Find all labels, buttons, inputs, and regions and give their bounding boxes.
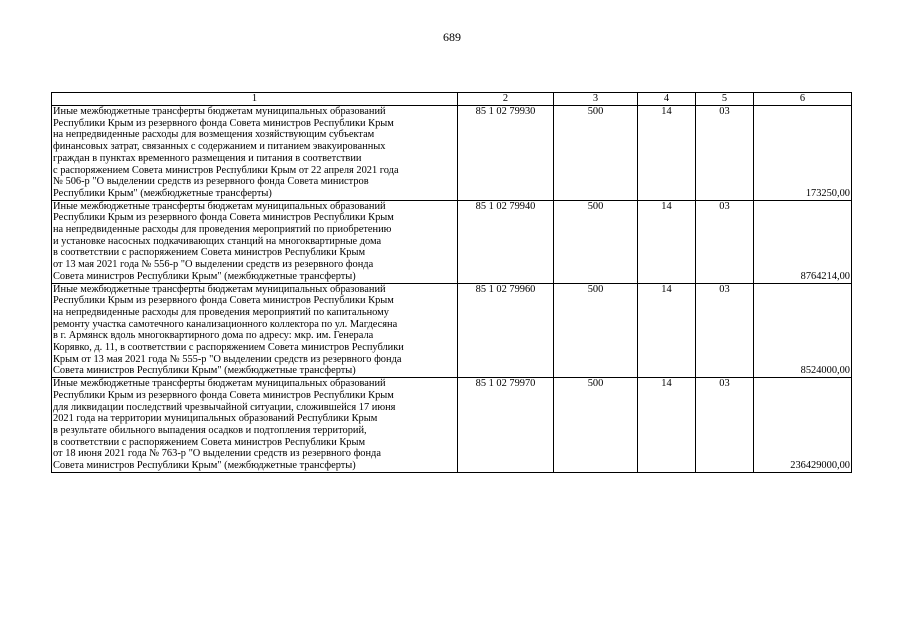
code-cell: 85 1 02 79940 bbox=[458, 200, 554, 283]
column-5-cell: 03 bbox=[696, 283, 754, 378]
description-line: финансовых затрат, связанных с содержанием и питанием эвакуированных bbox=[53, 141, 386, 153]
page-number: 689 bbox=[443, 30, 461, 44]
budget-table bbox=[51, 92, 852, 473]
column-4-cell: 14 bbox=[638, 106, 696, 201]
description-line: в соответствии с распоряжением Совета министров Республики Крым bbox=[53, 247, 366, 259]
header-col-4: 4 bbox=[638, 93, 696, 106]
code-cell: 85 1 02 79930 bbox=[458, 106, 554, 201]
description-line: Совета министров Республики Крым" (межбюджетные трансферты) bbox=[53, 460, 356, 472]
description-line: Республики Крым из резервного фонда Совета министров Республики Крым bbox=[53, 212, 394, 224]
column-5-cell: 03 bbox=[696, 106, 754, 201]
header-row bbox=[52, 93, 852, 106]
amount-cell: 236429000,00 bbox=[754, 378, 852, 473]
description-line: и установке насосных подкачивающих станций на многоквартирные дома bbox=[53, 235, 382, 247]
table-row bbox=[52, 106, 852, 201]
description-line: в результате обильного выпадения осадков и подтопления территорий, bbox=[53, 424, 367, 436]
description-line: Иные межбюджетные трансферты бюджетам муниципальных образований bbox=[53, 283, 386, 295]
description-line: Республики Крым из резервного фонда Совета министров Республики Крым bbox=[53, 295, 394, 307]
column-4-cell: 14 bbox=[638, 200, 696, 283]
description-cell bbox=[52, 106, 458, 201]
description-cell bbox=[52, 200, 458, 283]
table-row bbox=[52, 283, 852, 378]
column-3-cell: 500 bbox=[554, 378, 638, 473]
table-row bbox=[52, 200, 852, 283]
description-line: в соответствии с распоряжением Совета министров Республики Крым bbox=[53, 436, 366, 448]
amount-cell: 173250,00 bbox=[754, 106, 852, 201]
description-line: Республики Крым из резервного фонда Совета министров Республики Крым bbox=[53, 117, 394, 129]
description-line: граждан в пунктах временного размещения и питания в соответствии bbox=[53, 152, 362, 164]
amount-cell: 8764214,00 bbox=[754, 200, 852, 283]
header-col-3: 3 bbox=[554, 93, 638, 106]
header-col-2: 2 bbox=[458, 93, 554, 106]
description-line: для ликвидации последствий чрезвычайной ситуации, сложившейся 17 июня bbox=[53, 401, 396, 413]
description-line: Иные межбюджетные трансферты бюджетам муниципальных образований bbox=[53, 378, 386, 390]
description-line: Иные межбюджетные трансферты бюджетам муниципальных образований bbox=[53, 106, 386, 117]
header-col-6: 6 bbox=[754, 93, 852, 106]
description-cell bbox=[52, 283, 458, 378]
description-line: на непредвиденные расходы для проведения мероприятий по приобретению bbox=[53, 224, 392, 236]
description-line: от 18 июня 2021 года № 763-р "О выделении средств из резервного фонда bbox=[53, 448, 381, 460]
description-line: Иные межбюджетные трансферты бюджетам муниципальных образований bbox=[53, 200, 386, 212]
description-cell bbox=[52, 378, 458, 473]
description-line: на непредвиденные расходы для возмещения хозяйствующим субъектам bbox=[53, 129, 375, 141]
description-line: с распоряжением Совета министров Республики Крым от 22 апреля 2021 года bbox=[53, 164, 399, 176]
column-5-cell: 03 bbox=[696, 200, 754, 283]
header-col-1: 1 bbox=[52, 93, 458, 106]
column-5-cell: 03 bbox=[696, 378, 754, 473]
table-row bbox=[52, 378, 852, 473]
description-line: ремонту участка самотечного канализационного коллектора по ул. Магдесяна bbox=[53, 318, 398, 330]
description-line: на непредвиденные расходы для проведения мероприятий по капитальному bbox=[53, 306, 389, 318]
description-line: № 506-р "О выделении средств из резервного фонда Совета министров bbox=[53, 176, 369, 188]
column-3-cell: 500 bbox=[554, 283, 638, 378]
description-line: Республики Крым" (межбюджетные трансферты) bbox=[53, 187, 272, 199]
description-line: от 13 мая 2021 года № 556-р "О выделении средств из резервного фонда bbox=[53, 259, 374, 271]
description-line: в г. Армянск вдоль многоквартирного дома по адресу: мкр. им. Генерала bbox=[53, 330, 374, 342]
column-4-cell: 14 bbox=[638, 283, 696, 378]
column-3-cell: 500 bbox=[554, 200, 638, 283]
description-line: Совета министров Республики Крым" (межбюджетные трансферты) bbox=[53, 270, 356, 282]
description-line: 2021 года на территории муниципальных образований Республики Крым bbox=[53, 413, 378, 425]
code-cell: 85 1 02 79970 bbox=[458, 378, 554, 473]
description-line: Республики Крым из резервного фонда Совета министров Республики Крым bbox=[53, 389, 394, 401]
header-col-5: 5 bbox=[696, 93, 754, 106]
description-line: Совета министров Республики Крым" (межбюджетные трансферты) bbox=[53, 365, 356, 377]
description-line: Крым от 13 мая 2021 года № 555-р "О выделении средств из резервного фонда bbox=[53, 353, 402, 365]
column-3-cell: 500 bbox=[554, 106, 638, 201]
code-cell: 85 1 02 79960 bbox=[458, 283, 554, 378]
description-line: Корявко, д. 11, в соответствии с распоряжением Совета министров Республики bbox=[53, 342, 404, 354]
amount-cell: 8524000,00 bbox=[754, 283, 852, 378]
column-4-cell: 14 bbox=[638, 378, 696, 473]
